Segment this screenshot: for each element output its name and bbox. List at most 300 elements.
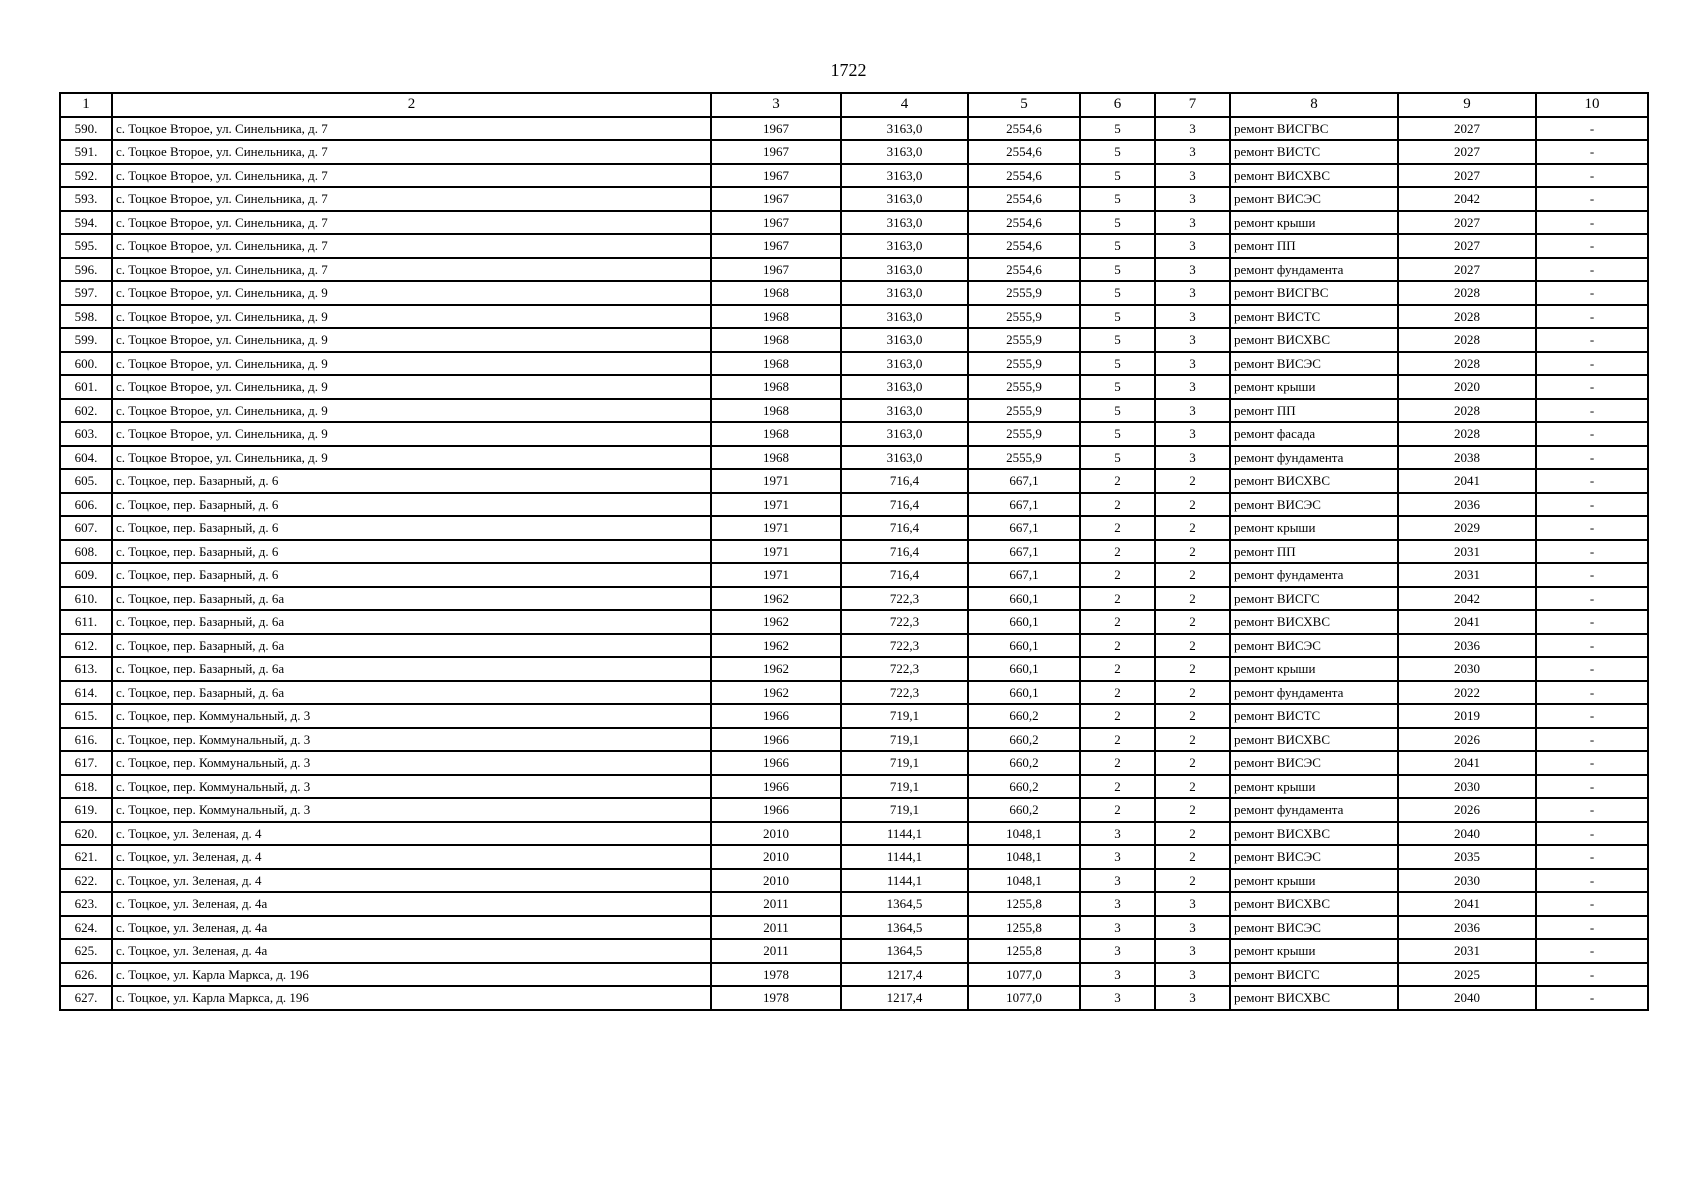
cell-year-built: 1971 bbox=[711, 516, 841, 540]
cell-living-area: 2555,9 bbox=[968, 446, 1080, 470]
cell-note: - bbox=[1536, 234, 1648, 258]
cell-entrances: 3 bbox=[1155, 140, 1230, 164]
cell-planned-year: 2042 bbox=[1398, 587, 1536, 611]
cell-address: с. Тоцкое Второе, ул. Синельника, д. 9 bbox=[112, 375, 711, 399]
cell-note: - bbox=[1536, 540, 1648, 564]
cell-total-area: 716,4 bbox=[841, 540, 968, 564]
cell-planned-year: 2041 bbox=[1398, 892, 1536, 916]
cell-address: с. Тоцкое Второе, ул. Синельника, д. 9 bbox=[112, 328, 711, 352]
cell-total-area: 719,1 bbox=[841, 751, 968, 775]
cell-row-number: 614. bbox=[60, 681, 112, 705]
cell-total-area: 716,4 bbox=[841, 516, 968, 540]
cell-row-number: 606. bbox=[60, 493, 112, 517]
cell-living-area: 2555,9 bbox=[968, 352, 1080, 376]
cell-planned-year: 2040 bbox=[1398, 822, 1536, 846]
cell-planned-year: 2036 bbox=[1398, 916, 1536, 940]
cell-planned-year: 2031 bbox=[1398, 540, 1536, 564]
cell-note: - bbox=[1536, 657, 1648, 681]
cell-floors: 5 bbox=[1080, 352, 1155, 376]
cell-living-area: 667,1 bbox=[968, 540, 1080, 564]
cell-note: - bbox=[1536, 140, 1648, 164]
table-row bbox=[60, 634, 1648, 658]
cell-note: - bbox=[1536, 328, 1648, 352]
cell-entrances: 3 bbox=[1155, 187, 1230, 211]
cell-row-number: 613. bbox=[60, 657, 112, 681]
table-row bbox=[60, 305, 1648, 329]
cell-work-type: ремонт ПП bbox=[1230, 399, 1398, 423]
cell-address: с. Тоцкое, ул. Зеленая, д. 4 bbox=[112, 845, 711, 869]
cell-year-built: 1971 bbox=[711, 563, 841, 587]
cell-address: с. Тоцкое, пер. Базарный, д. 6а bbox=[112, 634, 711, 658]
cell-entrances: 2 bbox=[1155, 610, 1230, 634]
cell-floors: 5 bbox=[1080, 140, 1155, 164]
cell-total-area: 722,3 bbox=[841, 681, 968, 705]
table-row bbox=[60, 328, 1648, 352]
cell-work-type: ремонт фундамента bbox=[1230, 681, 1398, 705]
table-row bbox=[60, 775, 1648, 799]
table-row bbox=[60, 610, 1648, 634]
cell-work-type: ремонт крыши bbox=[1230, 775, 1398, 799]
cell-year-built: 1967 bbox=[711, 211, 841, 235]
cell-address: с. Тоцкое Второе, ул. Синельника, д. 9 bbox=[112, 281, 711, 305]
cell-planned-year: 2027 bbox=[1398, 258, 1536, 282]
cell-floors: 2 bbox=[1080, 540, 1155, 564]
cell-note: - bbox=[1536, 681, 1648, 705]
cell-living-area: 2554,6 bbox=[968, 187, 1080, 211]
cell-floors: 5 bbox=[1080, 446, 1155, 470]
cell-entrances: 2 bbox=[1155, 798, 1230, 822]
cell-total-area: 1144,1 bbox=[841, 822, 968, 846]
cell-planned-year: 2042 bbox=[1398, 187, 1536, 211]
cell-note: - bbox=[1536, 587, 1648, 611]
cell-planned-year: 2041 bbox=[1398, 610, 1536, 634]
cell-planned-year: 2027 bbox=[1398, 164, 1536, 188]
cell-work-type: ремонт крыши bbox=[1230, 211, 1398, 235]
cell-floors: 2 bbox=[1080, 798, 1155, 822]
cell-row-number: 626. bbox=[60, 963, 112, 987]
cell-planned-year: 2036 bbox=[1398, 493, 1536, 517]
cell-entrances: 3 bbox=[1155, 375, 1230, 399]
cell-floors: 5 bbox=[1080, 422, 1155, 446]
cell-address: с. Тоцкое Второе, ул. Синельника, д. 9 bbox=[112, 305, 711, 329]
cell-work-type: ремонт ВИСТС bbox=[1230, 704, 1398, 728]
cell-note: - bbox=[1536, 939, 1648, 963]
cell-total-area: 3163,0 bbox=[841, 446, 968, 470]
table-row bbox=[60, 446, 1648, 470]
cell-year-built: 1962 bbox=[711, 634, 841, 658]
cell-planned-year: 2041 bbox=[1398, 469, 1536, 493]
cell-note: - bbox=[1536, 869, 1648, 893]
cell-entrances: 3 bbox=[1155, 422, 1230, 446]
cell-planned-year: 2028 bbox=[1398, 328, 1536, 352]
cell-row-number: 612. bbox=[60, 634, 112, 658]
cell-address: с. Тоцкое, ул. Карла Маркса, д. 196 bbox=[112, 963, 711, 987]
cell-work-type: ремонт ВИСХВС bbox=[1230, 469, 1398, 493]
cell-living-area: 1048,1 bbox=[968, 822, 1080, 846]
cell-row-number: 608. bbox=[60, 540, 112, 564]
cell-total-area: 3163,0 bbox=[841, 352, 968, 376]
page-number: 1722 bbox=[830, 60, 867, 80]
cell-row-number: 592. bbox=[60, 164, 112, 188]
column-header: 9 bbox=[1398, 93, 1536, 117]
cell-floors: 2 bbox=[1080, 469, 1155, 493]
cell-row-number: 620. bbox=[60, 822, 112, 846]
cell-entrances: 3 bbox=[1155, 446, 1230, 470]
cell-living-area: 660,2 bbox=[968, 751, 1080, 775]
cell-entrances: 3 bbox=[1155, 281, 1230, 305]
cell-address: с. Тоцкое Второе, ул. Синельника, д. 7 bbox=[112, 211, 711, 235]
cell-year-built: 1967 bbox=[711, 140, 841, 164]
cell-entrances: 3 bbox=[1155, 399, 1230, 423]
table-row bbox=[60, 164, 1648, 188]
cell-work-type: ремонт крыши bbox=[1230, 939, 1398, 963]
cell-living-area: 2555,9 bbox=[968, 328, 1080, 352]
cell-entrances: 3 bbox=[1155, 963, 1230, 987]
cell-total-area: 719,1 bbox=[841, 798, 968, 822]
cell-planned-year: 2040 bbox=[1398, 986, 1536, 1010]
cell-year-built: 1968 bbox=[711, 305, 841, 329]
cell-living-area: 1077,0 bbox=[968, 986, 1080, 1010]
column-header: 1 bbox=[60, 93, 112, 117]
cell-floors: 5 bbox=[1080, 187, 1155, 211]
cell-row-number: 621. bbox=[60, 845, 112, 869]
cell-floors: 5 bbox=[1080, 164, 1155, 188]
cell-entrances: 3 bbox=[1155, 305, 1230, 329]
cell-address: с. Тоцкое, пер. Базарный, д. 6 bbox=[112, 493, 711, 517]
cell-floors: 5 bbox=[1080, 281, 1155, 305]
cell-address: с. Тоцкое, ул. Зеленая, д. 4а bbox=[112, 939, 711, 963]
cell-total-area: 3163,0 bbox=[841, 305, 968, 329]
table-row bbox=[60, 234, 1648, 258]
cell-total-area: 3163,0 bbox=[841, 211, 968, 235]
cell-planned-year: 2036 bbox=[1398, 634, 1536, 658]
cell-note: - bbox=[1536, 563, 1648, 587]
cell-work-type: ремонт ВИСХВС bbox=[1230, 328, 1398, 352]
cell-year-built: 1978 bbox=[711, 986, 841, 1010]
cell-total-area: 1364,5 bbox=[841, 892, 968, 916]
cell-address: с. Тоцкое, пер. Базарный, д. 6а bbox=[112, 587, 711, 611]
cell-planned-year: 2019 bbox=[1398, 704, 1536, 728]
cell-total-area: 722,3 bbox=[841, 634, 968, 658]
column-header: 3 bbox=[711, 93, 841, 117]
cell-planned-year: 2020 bbox=[1398, 375, 1536, 399]
cell-planned-year: 2022 bbox=[1398, 681, 1536, 705]
cell-entrances: 3 bbox=[1155, 164, 1230, 188]
cell-work-type: ремонт ПП bbox=[1230, 540, 1398, 564]
cell-row-number: 619. bbox=[60, 798, 112, 822]
cell-work-type: ремонт ВИСХВС bbox=[1230, 892, 1398, 916]
cell-total-area: 3163,0 bbox=[841, 187, 968, 211]
cell-living-area: 660,1 bbox=[968, 657, 1080, 681]
table-row bbox=[60, 845, 1648, 869]
cell-address: с. Тоцкое Второе, ул. Синельника, д. 7 bbox=[112, 117, 711, 141]
cell-floors: 3 bbox=[1080, 822, 1155, 846]
cell-living-area: 660,2 bbox=[968, 728, 1080, 752]
cell-planned-year: 2025 bbox=[1398, 963, 1536, 987]
cell-entrances: 3 bbox=[1155, 258, 1230, 282]
cell-living-area: 2554,6 bbox=[968, 140, 1080, 164]
cell-note: - bbox=[1536, 375, 1648, 399]
cell-floors: 2 bbox=[1080, 516, 1155, 540]
column-header: 6 bbox=[1080, 93, 1155, 117]
table-row bbox=[60, 869, 1648, 893]
cell-planned-year: 2028 bbox=[1398, 422, 1536, 446]
cell-total-area: 3163,0 bbox=[841, 258, 968, 282]
cell-living-area: 1255,8 bbox=[968, 939, 1080, 963]
cell-note: - bbox=[1536, 798, 1648, 822]
cell-planned-year: 2038 bbox=[1398, 446, 1536, 470]
cell-work-type: ремонт ВИСЭС bbox=[1230, 634, 1398, 658]
cell-address: с. Тоцкое, ул. Зеленая, д. 4а bbox=[112, 916, 711, 940]
cell-total-area: 3163,0 bbox=[841, 375, 968, 399]
cell-work-type: ремонт ВИСТС bbox=[1230, 140, 1398, 164]
cell-entrances: 3 bbox=[1155, 117, 1230, 141]
cell-note: - bbox=[1536, 775, 1648, 799]
cell-planned-year: 2031 bbox=[1398, 939, 1536, 963]
cell-year-built: 1968 bbox=[711, 281, 841, 305]
cell-total-area: 722,3 bbox=[841, 657, 968, 681]
cell-row-number: 615. bbox=[60, 704, 112, 728]
cell-living-area: 2555,9 bbox=[968, 422, 1080, 446]
table-row bbox=[60, 352, 1648, 376]
cell-address: с. Тоцкое Второе, ул. Синельника, д. 9 bbox=[112, 352, 711, 376]
cell-floors: 2 bbox=[1080, 657, 1155, 681]
cell-work-type: ремонт фундамента bbox=[1230, 798, 1398, 822]
cell-address: с. Тоцкое, пер. Коммунальный, д. 3 bbox=[112, 704, 711, 728]
cell-total-area: 3163,0 bbox=[841, 164, 968, 188]
cell-living-area: 2554,6 bbox=[968, 234, 1080, 258]
cell-total-area: 719,1 bbox=[841, 728, 968, 752]
table-row bbox=[60, 587, 1648, 611]
cell-planned-year: 2027 bbox=[1398, 211, 1536, 235]
cell-living-area: 660,1 bbox=[968, 587, 1080, 611]
cell-year-built: 2011 bbox=[711, 916, 841, 940]
cell-floors: 5 bbox=[1080, 258, 1155, 282]
cell-planned-year: 2030 bbox=[1398, 869, 1536, 893]
cell-note: - bbox=[1536, 963, 1648, 987]
cell-living-area: 660,2 bbox=[968, 798, 1080, 822]
table-row bbox=[60, 399, 1648, 423]
cell-row-number: 623. bbox=[60, 892, 112, 916]
cell-living-area: 667,1 bbox=[968, 563, 1080, 587]
cell-address: с. Тоцкое Второе, ул. Синельника, д. 9 bbox=[112, 446, 711, 470]
cell-note: - bbox=[1536, 493, 1648, 517]
cell-planned-year: 2026 bbox=[1398, 798, 1536, 822]
cell-floors: 3 bbox=[1080, 869, 1155, 893]
cell-note: - bbox=[1536, 610, 1648, 634]
cell-planned-year: 2027 bbox=[1398, 140, 1536, 164]
cell-note: - bbox=[1536, 751, 1648, 775]
cell-year-built: 2010 bbox=[711, 869, 841, 893]
cell-floors: 2 bbox=[1080, 728, 1155, 752]
header-row bbox=[60, 93, 1648, 117]
cell-address: с. Тоцкое, пер. Базарный, д. 6 bbox=[112, 563, 711, 587]
cell-floors: 3 bbox=[1080, 963, 1155, 987]
cell-planned-year: 2030 bbox=[1398, 657, 1536, 681]
cell-note: - bbox=[1536, 281, 1648, 305]
cell-entrances: 2 bbox=[1155, 822, 1230, 846]
cell-entrances: 2 bbox=[1155, 657, 1230, 681]
cell-row-number: 605. bbox=[60, 469, 112, 493]
cell-entrances: 3 bbox=[1155, 211, 1230, 235]
table-row bbox=[60, 187, 1648, 211]
cell-living-area: 2554,6 bbox=[968, 117, 1080, 141]
cell-floors: 5 bbox=[1080, 328, 1155, 352]
cell-year-built: 1962 bbox=[711, 610, 841, 634]
cell-address: с. Тоцкое, пер. Коммунальный, д. 3 bbox=[112, 751, 711, 775]
cell-floors: 5 bbox=[1080, 234, 1155, 258]
cell-entrances: 3 bbox=[1155, 352, 1230, 376]
cell-year-built: 1962 bbox=[711, 657, 841, 681]
cell-living-area: 667,1 bbox=[968, 469, 1080, 493]
cell-year-built: 1968 bbox=[711, 399, 841, 423]
table-row bbox=[60, 681, 1648, 705]
cell-year-built: 1966 bbox=[711, 728, 841, 752]
cell-total-area: 3163,0 bbox=[841, 281, 968, 305]
cell-living-area: 2554,6 bbox=[968, 164, 1080, 188]
cell-row-number: 597. bbox=[60, 281, 112, 305]
cell-address: с. Тоцкое Второе, ул. Синельника, д. 7 bbox=[112, 164, 711, 188]
cell-entrances: 2 bbox=[1155, 634, 1230, 658]
cell-living-area: 2555,9 bbox=[968, 399, 1080, 423]
table-row bbox=[60, 540, 1648, 564]
cell-work-type: ремонт ВИСГС bbox=[1230, 587, 1398, 611]
cell-floors: 2 bbox=[1080, 634, 1155, 658]
cell-work-type: ремонт крыши bbox=[1230, 869, 1398, 893]
cell-address: с. Тоцкое, пер. Базарный, д. 6 bbox=[112, 469, 711, 493]
cell-work-type: ремонт ВИСГВС bbox=[1230, 117, 1398, 141]
cell-floors: 2 bbox=[1080, 775, 1155, 799]
cell-floors: 5 bbox=[1080, 375, 1155, 399]
cell-note: - bbox=[1536, 117, 1648, 141]
cell-row-number: 622. bbox=[60, 869, 112, 893]
cell-work-type: ремонт крыши bbox=[1230, 516, 1398, 540]
cell-total-area: 716,4 bbox=[841, 563, 968, 587]
table-row bbox=[60, 798, 1648, 822]
cell-floors: 2 bbox=[1080, 704, 1155, 728]
cell-total-area: 1144,1 bbox=[841, 869, 968, 893]
cell-year-built: 1967 bbox=[711, 234, 841, 258]
cell-note: - bbox=[1536, 634, 1648, 658]
cell-note: - bbox=[1536, 305, 1648, 329]
table-row bbox=[60, 916, 1648, 940]
cell-living-area: 2555,9 bbox=[968, 281, 1080, 305]
cell-year-built: 2010 bbox=[711, 822, 841, 846]
cell-note: - bbox=[1536, 446, 1648, 470]
cell-row-number: 627. bbox=[60, 986, 112, 1010]
cell-planned-year: 2029 bbox=[1398, 516, 1536, 540]
cell-year-built: 1966 bbox=[711, 775, 841, 799]
cell-entrances: 2 bbox=[1155, 845, 1230, 869]
cell-address: с. Тоцкое, пер. Базарный, д. 6а bbox=[112, 610, 711, 634]
cell-address: с. Тоцкое Второе, ул. Синельника, д. 9 bbox=[112, 399, 711, 423]
cell-work-type: ремонт ВИСХВС bbox=[1230, 822, 1398, 846]
cell-year-built: 1966 bbox=[711, 798, 841, 822]
cell-address: с. Тоцкое Второе, ул. Синельника, д. 7 bbox=[112, 140, 711, 164]
table-row bbox=[60, 281, 1648, 305]
cell-year-built: 1971 bbox=[711, 493, 841, 517]
cell-entrances: 2 bbox=[1155, 563, 1230, 587]
cell-year-built: 1967 bbox=[711, 164, 841, 188]
cell-address: с. Тоцкое Второе, ул. Синельника, д. 7 bbox=[112, 234, 711, 258]
cell-note: - bbox=[1536, 187, 1648, 211]
cell-row-number: 603. bbox=[60, 422, 112, 446]
cell-row-number: 604. bbox=[60, 446, 112, 470]
cell-entrances: 3 bbox=[1155, 916, 1230, 940]
cell-planned-year: 2030 bbox=[1398, 775, 1536, 799]
cell-work-type: ремонт ПП bbox=[1230, 234, 1398, 258]
cell-row-number: 616. bbox=[60, 728, 112, 752]
table-row bbox=[60, 892, 1648, 916]
cell-work-type: ремонт фундамента bbox=[1230, 258, 1398, 282]
cell-entrances: 2 bbox=[1155, 704, 1230, 728]
cell-note: - bbox=[1536, 704, 1648, 728]
cell-entrances: 2 bbox=[1155, 587, 1230, 611]
cell-address: с. Тоцкое, ул. Зеленая, д. 4 bbox=[112, 822, 711, 846]
cell-row-number: 624. bbox=[60, 916, 112, 940]
cell-row-number: 610. bbox=[60, 587, 112, 611]
cell-work-type: ремонт фундамента bbox=[1230, 563, 1398, 587]
cell-work-type: ремонт ВИСЭС bbox=[1230, 352, 1398, 376]
cell-row-number: 618. bbox=[60, 775, 112, 799]
cell-living-area: 660,1 bbox=[968, 681, 1080, 705]
cell-planned-year: 2028 bbox=[1398, 305, 1536, 329]
cell-address: с. Тоцкое, ул. Карла Маркса, д. 196 bbox=[112, 986, 711, 1010]
cell-note: - bbox=[1536, 845, 1648, 869]
cell-row-number: 625. bbox=[60, 939, 112, 963]
cell-work-type: ремонт крыши bbox=[1230, 375, 1398, 399]
cell-year-built: 1966 bbox=[711, 751, 841, 775]
cell-floors: 3 bbox=[1080, 916, 1155, 940]
cell-living-area: 667,1 bbox=[968, 493, 1080, 517]
cell-note: - bbox=[1536, 892, 1648, 916]
cell-row-number: 611. bbox=[60, 610, 112, 634]
cell-row-number: 593. bbox=[60, 187, 112, 211]
cell-year-built: 1962 bbox=[711, 681, 841, 705]
cell-work-type: ремонт ВИСЭС bbox=[1230, 751, 1398, 775]
table-row bbox=[60, 117, 1648, 141]
cell-work-type: ремонт ВИСХВС bbox=[1230, 164, 1398, 188]
cell-floors: 2 bbox=[1080, 751, 1155, 775]
cell-floors: 2 bbox=[1080, 563, 1155, 587]
cell-work-type: ремонт ВИСХВС bbox=[1230, 610, 1398, 634]
cell-year-built: 1968 bbox=[711, 352, 841, 376]
cell-total-area: 716,4 bbox=[841, 493, 968, 517]
cell-planned-year: 2041 bbox=[1398, 751, 1536, 775]
cell-row-number: 595. bbox=[60, 234, 112, 258]
cell-note: - bbox=[1536, 352, 1648, 376]
cell-living-area: 667,1 bbox=[968, 516, 1080, 540]
cell-entrances: 3 bbox=[1155, 892, 1230, 916]
cell-total-area: 719,1 bbox=[841, 704, 968, 728]
cell-planned-year: 2028 bbox=[1398, 352, 1536, 376]
cell-living-area: 660,2 bbox=[968, 704, 1080, 728]
cell-work-type: ремонт крыши bbox=[1230, 657, 1398, 681]
cell-year-built: 1968 bbox=[711, 375, 841, 399]
cell-note: - bbox=[1536, 728, 1648, 752]
cell-living-area: 660,1 bbox=[968, 610, 1080, 634]
cell-address: с. Тоцкое, пер. Коммунальный, д. 3 bbox=[112, 728, 711, 752]
cell-total-area: 1217,4 bbox=[841, 963, 968, 987]
cell-living-area: 2554,6 bbox=[968, 258, 1080, 282]
cell-entrances: 3 bbox=[1155, 328, 1230, 352]
cell-total-area: 1217,4 bbox=[841, 986, 968, 1010]
cell-work-type: ремонт фундамента bbox=[1230, 446, 1398, 470]
cell-entrances: 2 bbox=[1155, 869, 1230, 893]
table-row bbox=[60, 258, 1648, 282]
cell-address: с. Тоцкое, пер. Базарный, д. 6а bbox=[112, 657, 711, 681]
cell-note: - bbox=[1536, 986, 1648, 1010]
